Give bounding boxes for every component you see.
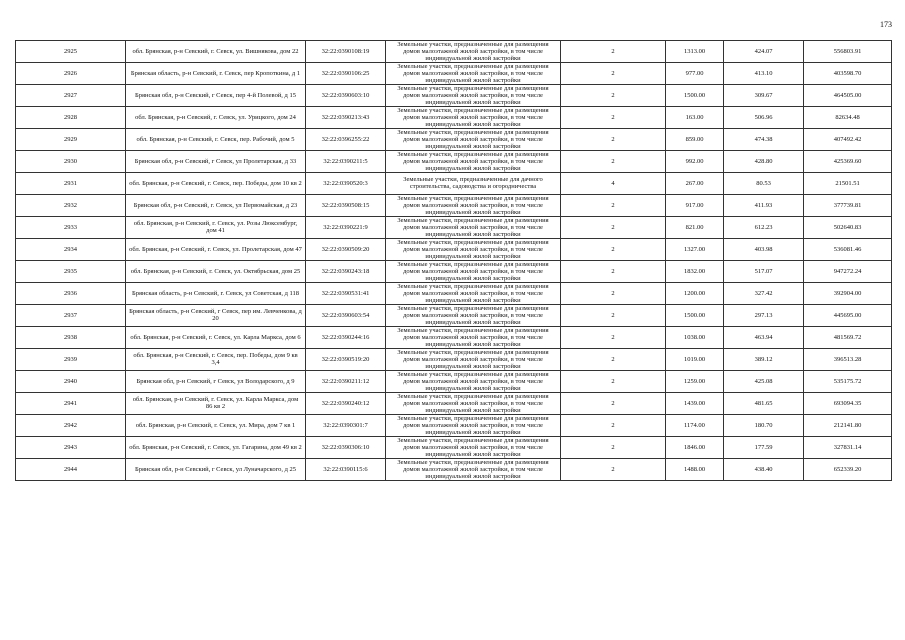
table-row <box>16 173 892 195</box>
table-row <box>16 370 892 392</box>
land-use-cell: Земельные участки, предназначенные для размещения домов малоэтажной жилой застройки, в том числе индивидуальной жилой застройки <box>386 41 561 63</box>
group-cell: 2 <box>561 304 666 326</box>
group-cell: 2 <box>561 216 666 238</box>
area-cell: 163.00 <box>666 107 724 129</box>
cadastral-value-cell: 82634.48 <box>804 107 892 129</box>
cadastral-value-cell: 21501.51 <box>804 173 892 195</box>
cadastral-value-cell: 536081.46 <box>804 238 892 260</box>
address-cell: обл. Брянская, р-н Севский, г. Севск, ул. Карла Маркса, дом 6 <box>126 326 306 348</box>
area-cell: 1832.00 <box>666 260 724 282</box>
area-cell: 821.00 <box>666 216 724 238</box>
group-cell: 2 <box>561 370 666 392</box>
group-cell: 2 <box>561 63 666 85</box>
land-use-cell: Земельные участки, предназначенные для размещения домов малоэтажной жилой застройки, в том числе индивидуальной жилой застройки <box>386 348 561 370</box>
group-cell: 2 <box>561 129 666 151</box>
cadastral-number-cell: 32:22:0390211:5 <box>306 151 386 173</box>
area-cell: 977.00 <box>666 63 724 85</box>
area-cell: 1846.00 <box>666 436 724 458</box>
cadastral-number-cell: 32:22:0390106:25 <box>306 63 386 85</box>
cadastral-number-cell: 32:22:0390301:7 <box>306 414 386 436</box>
group-cell: 2 <box>561 326 666 348</box>
cadastral-value-cell: 407492.42 <box>804 129 892 151</box>
address-cell: обл. Брянская, р-н Севский, г. Севск, ул. Карла Маркса, дом 86 кв 2 <box>126 392 306 414</box>
address-cell: Брянская область, р-н Севский, г. Севск, пер Кропоткина, д 1 <box>126 63 306 85</box>
address-cell: обл. Брянская, р-н Севский, г. Севск, ул. Розы Люксембург, дом 41 <box>126 216 306 238</box>
page-number: 173 <box>880 20 892 29</box>
unit-value-cell: 80.53 <box>724 173 804 195</box>
land-use-cell: Земельные участки, предназначенные для размещения домов малоэтажной жилой застройки, в том числе индивидуальной жилой застройки <box>386 414 561 436</box>
area-cell: 1327.00 <box>666 238 724 260</box>
row-number-cell: 2942 <box>16 414 126 436</box>
row-number-cell: 2925 <box>16 41 126 63</box>
row-number-cell: 2930 <box>16 151 126 173</box>
cadastral-number-cell: 32:22:0390508:15 <box>306 194 386 216</box>
land-use-cell: Земельные участки, предназначенные для размещения домов малоэтажной жилой застройки, в том числе индивидуальной жилой застройки <box>386 238 561 260</box>
table-row <box>16 129 892 151</box>
area-cell: 1174.00 <box>666 414 724 436</box>
unit-value-cell: 424.07 <box>724 41 804 63</box>
table-row <box>16 392 892 414</box>
unit-value-cell: 474.38 <box>724 129 804 151</box>
land-use-cell: Земельные участки, предназначенные для размещения домов малоэтажной жилой застройки, в том числе индивидуальной жилой застройки <box>386 304 561 326</box>
unit-value-cell: 403.98 <box>724 238 804 260</box>
cadastral-number-cell: 32:22:0390108:19 <box>306 41 386 63</box>
table-row <box>16 238 892 260</box>
table-row <box>16 436 892 458</box>
group-cell: 2 <box>561 85 666 107</box>
cadastral-number-cell: 32:22:0390213:43 <box>306 107 386 129</box>
group-cell: 2 <box>561 107 666 129</box>
land-use-cell: Земельные участки, предназначенные для размещения домов малоэтажной жилой застройки, в том числе индивидуальной жилой застройки <box>386 326 561 348</box>
table-body <box>16 41 892 481</box>
group-cell: 2 <box>561 436 666 458</box>
cadastral-number-cell: 32:22:0390211:12 <box>306 370 386 392</box>
table-row <box>16 458 892 480</box>
cadastral-value-cell: 556803.91 <box>804 41 892 63</box>
cadastral-value-cell: 652339.20 <box>804 458 892 480</box>
group-cell: 4 <box>561 173 666 195</box>
area-cell: 1313.00 <box>666 41 724 63</box>
group-cell: 2 <box>561 414 666 436</box>
land-use-cell: Земельные участки, предназначенные для размещения домов малоэтажной жилой застройки, в том числе индивидуальной жилой застройки <box>386 260 561 282</box>
address-cell: Брянская обл, р-н Севский, г Севск, ул Володарского, д 9 <box>126 370 306 392</box>
table-row <box>16 348 892 370</box>
row-number-cell: 2932 <box>16 194 126 216</box>
area-cell: 1038.00 <box>666 326 724 348</box>
land-use-cell: Земельные участки, предназначенные для размещения домов малоэтажной жилой застройки, в том числе индивидуальной жилой застройки <box>386 458 561 480</box>
area-cell: 1500.00 <box>666 304 724 326</box>
group-cell: 2 <box>561 238 666 260</box>
cadastral-value-cell: 403598.70 <box>804 63 892 85</box>
row-number-cell: 2939 <box>16 348 126 370</box>
row-number-cell: 2941 <box>16 392 126 414</box>
cadastral-value-cell: 445695.00 <box>804 304 892 326</box>
unit-value-cell: 425.08 <box>724 370 804 392</box>
land-use-cell: Земельные участки, предназначенные для размещения домов малоэтажной жилой застройки, в том числе индивидуальной жилой застройки <box>386 107 561 129</box>
cadastral-number-cell: 32:22:0390520:3 <box>306 173 386 195</box>
table-row <box>16 282 892 304</box>
address-cell: Брянская обл, р-н Севский, г Севск, пер 4-й Полевой, д 15 <box>126 85 306 107</box>
address-cell: обл. Брянская, р-н Севский, г. Севск, пер. Рабочий, дом 5 <box>126 129 306 151</box>
row-number-cell: 2938 <box>16 326 126 348</box>
cadastral-number-cell: 32:22:0390243:18 <box>306 260 386 282</box>
group-cell: 2 <box>561 41 666 63</box>
unit-value-cell: 327.42 <box>724 282 804 304</box>
unit-value-cell: 413.10 <box>724 63 804 85</box>
address-cell: обл. Брянская, р-н Севский, г. Севск, пер. Победы, дом 10 кв 2 <box>126 173 306 195</box>
cadastral-value-cell: 392904.00 <box>804 282 892 304</box>
address-cell: обл. Брянская, р-н Севский, г. Севск, ул. Урицкого, дом 24 <box>126 107 306 129</box>
group-cell: 2 <box>561 194 666 216</box>
address-cell: обл. Брянская, р-н Севский, г. Севск, ул. Пролетарская, дом 47 <box>126 238 306 260</box>
address-cell: Брянская обл, р-н Севский, г Севск, ул Пролетарская, д 33 <box>126 151 306 173</box>
land-use-cell: Земельные участки, предназначенные для размещения домов малоэтажной жилой застройки, в том числе индивидуальной жилой застройки <box>386 63 561 85</box>
area-cell: 1439.00 <box>666 392 724 414</box>
unit-value-cell: 517.07 <box>724 260 804 282</box>
table-row <box>16 304 892 326</box>
row-number-cell: 2933 <box>16 216 126 238</box>
unit-value-cell: 506.96 <box>724 107 804 129</box>
cadastral-number-cell: 32:22:0390603:10 <box>306 85 386 107</box>
address-cell: обл. Брянская, р-н Севский, г. Севск, ул. Гагарина, дом 49 кв 2 <box>126 436 306 458</box>
address-cell: Брянская обл, р-н Севский, г. Севск, ул Первомайская, д 23 <box>126 194 306 216</box>
cadastral-number-cell: 32:22:0390115:6 <box>306 458 386 480</box>
unit-value-cell: 411.93 <box>724 194 804 216</box>
area-cell: 1259.00 <box>666 370 724 392</box>
group-cell: 2 <box>561 458 666 480</box>
cadastral-value-cell: 377739.81 <box>804 194 892 216</box>
address-cell: обл. Брянская, р-н Севский, г. Севск, ул. Мира, дом 7 кв 1 <box>126 414 306 436</box>
land-use-cell: Земельные участки, предназначенные для дачного строительства, садоводства и огородничества <box>386 173 561 195</box>
cadastral-value-cell: 464505.00 <box>804 85 892 107</box>
cadastral-number-cell: 32:22:0390519:20 <box>306 348 386 370</box>
cadastral-number-cell: 32:22:0390244:16 <box>306 326 386 348</box>
table-row <box>16 107 892 129</box>
cadastral-value-cell: 947272.24 <box>804 260 892 282</box>
area-cell: 1200.00 <box>666 282 724 304</box>
row-number-cell: 2927 <box>16 85 126 107</box>
row-number-cell: 2936 <box>16 282 126 304</box>
unit-value-cell: 612.23 <box>724 216 804 238</box>
table-row <box>16 194 892 216</box>
cadastral-value-cell: 212141.80 <box>804 414 892 436</box>
area-cell: 1488.00 <box>666 458 724 480</box>
table-row <box>16 326 892 348</box>
cadastral-value-cell: 502640.83 <box>804 216 892 238</box>
group-cell: 2 <box>561 260 666 282</box>
cadastral-value-table <box>15 40 892 481</box>
unit-value-cell: 428.80 <box>724 151 804 173</box>
unit-value-cell: 297.13 <box>724 304 804 326</box>
row-number-cell: 2928 <box>16 107 126 129</box>
table-row <box>16 216 892 238</box>
group-cell: 2 <box>561 392 666 414</box>
land-use-cell: Земельные участки, предназначенные для размещения домов малоэтажной жилой застройки, в том числе индивидуальной жилой застройки <box>386 392 561 414</box>
unit-value-cell: 463.94 <box>724 326 804 348</box>
table-row <box>16 151 892 173</box>
row-number-cell: 2944 <box>16 458 126 480</box>
cadastral-value-cell: 396513.28 <box>804 348 892 370</box>
unit-value-cell: 309.67 <box>724 85 804 107</box>
cadastral-number-cell: 32:22:0390531:41 <box>306 282 386 304</box>
cadastral-value-cell: 425369.60 <box>804 151 892 173</box>
address-cell: Брянская область, р-н Севский, г Севск, пер им. Левченкова, д 20 <box>126 304 306 326</box>
land-use-cell: Земельные участки, предназначенные для размещения домов малоэтажной жилой застройки, в том числе индивидуальной жилой застройки <box>386 436 561 458</box>
area-cell: 1019.00 <box>666 348 724 370</box>
address-cell: Брянская обл, р-н Севский, г Севск, ул Луначарского, д 25 <box>126 458 306 480</box>
cadastral-number-cell: 32:22:0390221:9 <box>306 216 386 238</box>
land-use-cell: Земельные участки, предназначенные для размещения домов малоэтажной жилой застройки, в том числе индивидуальной жилой застройки <box>386 282 561 304</box>
group-cell: 2 <box>561 348 666 370</box>
table-row <box>16 41 892 63</box>
cadastral-value-cell: 693094.35 <box>804 392 892 414</box>
cadastral-number-cell: 32:22:0390240:12 <box>306 392 386 414</box>
land-use-cell: Земельные участки, предназначенные для размещения домов малоэтажной жилой застройки, в том числе индивидуальной жилой застройки <box>386 216 561 238</box>
cadastral-number-cell: 32:22:0390306:10 <box>306 436 386 458</box>
area-cell: 859.00 <box>666 129 724 151</box>
land-use-cell: Земельные участки, предназначенные для размещения домов малоэтажной жилой застройки, в том числе индивидуальной жилой застройки <box>386 194 561 216</box>
table-row <box>16 414 892 436</box>
row-number-cell: 2931 <box>16 173 126 195</box>
group-cell: 2 <box>561 151 666 173</box>
address-cell: обл. Брянская, р-н Севский, г. Севск, пер. Победы, дом 9 кв 3,4 <box>126 348 306 370</box>
unit-value-cell: 180.70 <box>724 414 804 436</box>
area-cell: 917.00 <box>666 194 724 216</box>
cadastral-value-cell: 327831.14 <box>804 436 892 458</box>
row-number-cell: 2929 <box>16 129 126 151</box>
cadastral-value-cell: 481569.72 <box>804 326 892 348</box>
row-number-cell: 2937 <box>16 304 126 326</box>
row-number-cell: 2934 <box>16 238 126 260</box>
row-number-cell: 2926 <box>16 63 126 85</box>
cadastral-number-cell: 32:22:0396255:22 <box>306 129 386 151</box>
unit-value-cell: 389.12 <box>724 348 804 370</box>
land-use-cell: Земельные участки, предназначенные для размещения домов малоэтажной жилой застройки, в том числе индивидуальной жилой застройки <box>386 129 561 151</box>
address-cell: обл. Брянская, р-н Севский, г. Севск, ул. Октябрьская, дом 25 <box>126 260 306 282</box>
unit-value-cell: 481.65 <box>724 392 804 414</box>
row-number-cell: 2940 <box>16 370 126 392</box>
unit-value-cell: 177.59 <box>724 436 804 458</box>
table-row <box>16 63 892 85</box>
group-cell: 2 <box>561 282 666 304</box>
row-number-cell: 2943 <box>16 436 126 458</box>
cadastral-number-cell: 32:22:0390509:20 <box>306 238 386 260</box>
unit-value-cell: 438.40 <box>724 458 804 480</box>
cadastral-value-cell: 535175.72 <box>804 370 892 392</box>
address-cell: Брянская область, р-н Севский, г. Севск, ул Советская, д 118 <box>126 282 306 304</box>
area-cell: 992.00 <box>666 151 724 173</box>
row-number-cell: 2935 <box>16 260 126 282</box>
land-use-cell: Земельные участки, предназначенные для размещения домов малоэтажной жилой застройки, в том числе индивидуальной жилой застройки <box>386 370 561 392</box>
land-use-cell: Земельные участки, предназначенные для размещения домов малоэтажной жилой застройки, в том числе индивидуальной жилой застройки <box>386 85 561 107</box>
address-cell: обл. Брянская, р-н Севский, г. Севск, ул. Вишнякова, дом 22 <box>126 41 306 63</box>
area-cell: 267.00 <box>666 173 724 195</box>
table-row <box>16 85 892 107</box>
area-cell: 1500.00 <box>666 85 724 107</box>
table-row <box>16 260 892 282</box>
cadastral-number-cell: 32:22:0390603:54 <box>306 304 386 326</box>
land-use-cell: Земельные участки, предназначенные для размещения домов малоэтажной жилой застройки, в том числе индивидуальной жилой застройки <box>386 151 561 173</box>
